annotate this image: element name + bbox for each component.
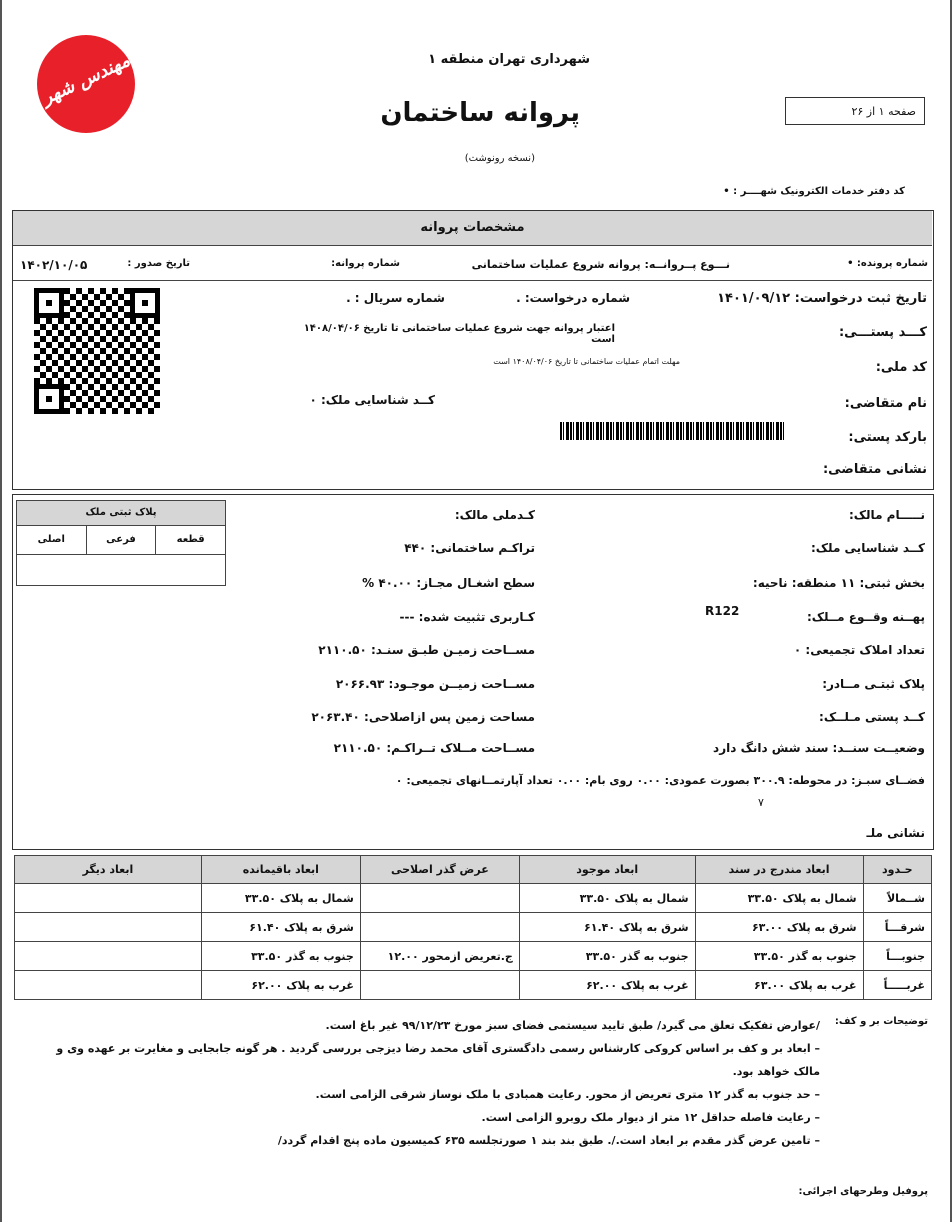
allowed-occupancy: سطح اشغـال مجـاز: ۴۰.۰۰ % (362, 576, 535, 590)
cell: ج.تعریض ازمحور ۱۲.۰۰ (360, 942, 519, 971)
cell: جنوبـــاً (863, 942, 931, 971)
cell (360, 913, 519, 942)
property-id-code: کــد شناسایی ملک: ۰ (309, 393, 435, 407)
registration-date: تاریخ ثبت درخواست: ۱۴۰۱/۰۹/۱۲ (717, 291, 927, 306)
permit-validity: اعتبار پروانه جهت شروع عملیات ساختمانی تا تاریخ ۱۴۰۸/۰۴/۰۶ است (303, 323, 615, 345)
request-number: شماره درخواست: . (516, 291, 630, 305)
registry-section: بخش ثبتی: ۱۱ منطقه: ناحیه: (752, 576, 925, 590)
cell: غرب به پلاک ۶۳.۰۰ (695, 971, 863, 1000)
applicant-address-label: نشانی متقاضی: (822, 462, 927, 477)
copy-note: (نسخه رونوشت) (464, 153, 535, 164)
col-remaining: ابعاد باقیمانده (201, 856, 360, 884)
owner-name-label: نـــــام مالک: (848, 508, 925, 522)
permit-type: نـــوع پــروانــه: پروانه شروع عملیات ساختمانی (471, 258, 730, 271)
notes-label: توضیحات بر و کف: (834, 1016, 928, 1027)
owner-national-code-label: کـدملی مالک: (454, 508, 535, 522)
density-base-area: مســاحت مــلاک تــراکـم: ۲۱۱۰.۵۰ (333, 741, 535, 755)
cell (15, 942, 202, 971)
note-line: – ابعاد بر و کف بر اساس کروکی کارشناس رسمی دادگستری آقای محمد رضا دیزجی بررسی گردید . هر گونه جابجایی و مغایرت بر عهده وی و (56, 1042, 820, 1055)
serial-number: شماره سریال : . (346, 291, 445, 305)
plate-box (16, 500, 226, 586)
cell: جنوب به گذر ۳۳.۵۰ (695, 942, 863, 971)
national-code-label: کد ملی: (875, 360, 927, 375)
notes-body (30, 1014, 820, 1152)
cell: شــمالاً (863, 884, 931, 913)
cell: جنوب به گذر ۳۳.۵۰ (201, 942, 360, 971)
zone-label: پهــنه وقــوع مــلک: (806, 610, 925, 624)
col-existing: ابعاد موجود (519, 856, 695, 884)
logo-text: مهندس شهر (38, 50, 134, 109)
established-use: کـاربری تثبیت شده: --- (399, 610, 535, 624)
cell: غرب به پلاک ۶۲.۰۰ (201, 971, 360, 1000)
table-row (15, 971, 932, 1000)
cell: شرق به پلاک ۶۱.۴۰ (201, 913, 360, 942)
postal-barcode (560, 422, 785, 440)
note-line: – رعایت فاصله حداقل ۱۲ متر از دیوار ملک روبرو الزامی است. (481, 1111, 820, 1124)
cell (360, 971, 519, 1000)
cell: غربـــــاً (863, 971, 931, 1000)
completion-deadline: مهلت اتمام عملیات ساختمانی تا تاریخ ۱۴۰۸/۰۴/۰۶ است (493, 357, 680, 366)
page-edge-left (0, 0, 2, 1222)
plate-box-title: پلاک ثبتی ملک (17, 501, 225, 526)
municipality-title: شهرداری تهران منطقه ۱ (428, 52, 590, 67)
col-correction: عرض گذر اصلاحی (360, 856, 519, 884)
cell (15, 884, 202, 913)
col-bound: حـدود (863, 856, 931, 884)
property-postal-label: کــد پستی مـلــک: (819, 710, 925, 724)
plate-header-main: اصلی (37, 534, 65, 545)
qr-code (34, 288, 160, 414)
note-line: – تامین عرض گذر مقدم بر ابعاد است./. طبق بند بند ۱ صورتجلسه ۶۳۵ کمیسیون ماده پنج اقدام گردد/ (277, 1134, 820, 1147)
dimensions-table (14, 855, 932, 1000)
cell: شمال به پلاک ۳۳.۵۰ (201, 884, 360, 913)
merged-properties: تعداد املاک تجمیعی: ۰ (793, 643, 925, 657)
table-row (15, 884, 932, 913)
land-area-deed: مســاحت زمیـن طبـق سنـد: ۲۱۱۰.۵۰ (318, 643, 535, 657)
note-line: مالک خواهد بود. (732, 1065, 820, 1078)
issue-date: ۱۴۰۲/۱۰/۰۵ (20, 258, 88, 272)
section-header (13, 211, 932, 246)
building-density: تراکـم ساختمانی: ۴۴۰ (404, 541, 535, 555)
postal-code-label: کـــد پستـــی: (838, 325, 927, 340)
property-id-label: کــد شناسایی ملک: (810, 541, 925, 555)
applicant-name-label: نام متقاضی: (844, 396, 927, 411)
plate-header-parcel: قطعه (155, 526, 225, 554)
land-area-after-correction: مساحت زمین پس ازاصلاحی: ۲۰۶۳.۴۰ (311, 710, 535, 724)
page-title: پروانه ساختمان (380, 98, 580, 128)
cell (15, 971, 202, 1000)
cell (15, 913, 202, 942)
table-row (15, 913, 932, 942)
property-address-label: نشانی ملـ (866, 826, 925, 840)
cell: جنوب به گذر ۳۳.۵۰ (519, 942, 695, 971)
zone-code: R122 (705, 604, 740, 618)
office-code: کد دفتر خدمات الکترونیک شهــــر : • (723, 186, 905, 197)
green-space-wrap: ۷ (758, 796, 764, 809)
plate-header-sub: فرعی (86, 526, 156, 554)
note-line: /عوارض تفکیک تعلق می گیرد/ طبق تایید سیستمی فضای سبز مورخ ۹۹/۱۲/۲۳ غیر باغ است. (325, 1019, 820, 1032)
note-line: – حد جنوب به گذر ۱۲ متری تعریض از محور. رعایت همبادی با ملک نوساز شرقی الزامی است. (315, 1088, 820, 1101)
divider (13, 280, 932, 281)
postal-barcode-label: بارکد پستی: (848, 430, 927, 445)
col-other: ابعاد دیگر (15, 856, 202, 884)
cell: شمال به پلاک ۳۳.۵۰ (519, 884, 695, 913)
logo (37, 35, 135, 133)
mother-plate-label: پلاک ثبتـی مــادر: (822, 677, 925, 691)
col-deed: ابعاد مندرج در سند (695, 856, 863, 884)
file-number: شماره پرونده: • (847, 258, 928, 269)
deed-status: وضعیــت سنــد: سند شش دانگ دارد (713, 741, 925, 755)
profile-label: پروفیل وطرحهای اجرائی: (798, 1186, 928, 1197)
cell: شرق به پلاک ۶۱.۴۰ (519, 913, 695, 942)
issue-date-label: تاریخ صدور : (127, 258, 190, 269)
table-row (15, 942, 932, 971)
permit-number: شماره پروانه: (331, 258, 400, 269)
cell (360, 884, 519, 913)
cell: شرقـــاً (863, 913, 931, 942)
section-title: مشخصات پروانه (420, 220, 525, 235)
land-area-actual: مســاحت زمیــن موجـود: ۲۰۶۶.۹۳ (335, 677, 535, 691)
cell: غرب به پلاک ۶۲.۰۰ (519, 971, 695, 1000)
cell: شرق به پلاک ۶۳.۰۰ (695, 913, 863, 942)
green-space: فضــای سبـز: در محوطه: ۳۰۰.۹ بصورت عمودی: ۰.۰۰ روی بام: ۰.۰۰ تعداد آپارتمــانهای تجمیعی: ۰ (395, 774, 925, 787)
page-indicator: صفحه ۱ از ۲۶ (785, 97, 925, 125)
cell: شمال به پلاک ۳۳.۵۰ (695, 884, 863, 913)
